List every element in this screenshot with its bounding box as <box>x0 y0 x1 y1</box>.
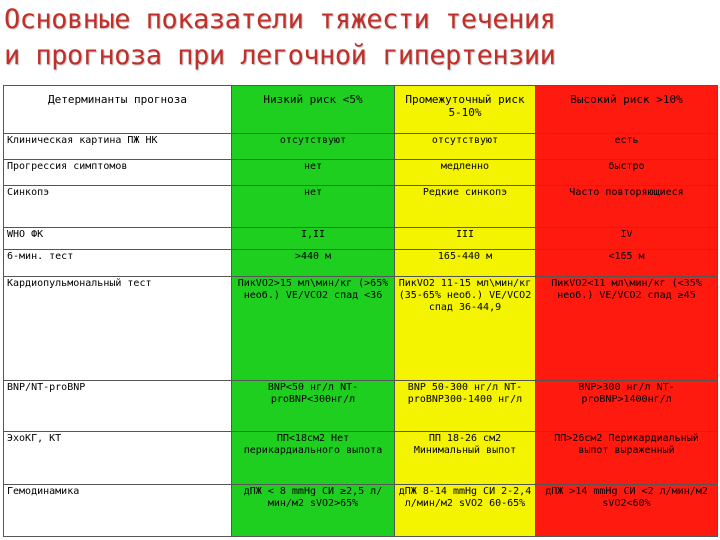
table-row <box>4 160 718 186</box>
cell-mid: медленно <box>395 160 536 186</box>
table-row <box>4 227 718 250</box>
cell-low: ПП<18см2 Нет перикардиального выпота <box>232 432 395 484</box>
risk-table <box>3 85 718 537</box>
cell-low: отсутствуют <box>232 133 395 159</box>
row-label: ЭхоКГ, КТ <box>4 432 232 484</box>
cell-high: BNP>300 нг/л NT-proBNP>1400нг/л <box>536 381 718 432</box>
cell-low: ПикVO2>15 мл\мин/кг (>65% необ.) VE/VCO2 спад <36 <box>232 276 395 381</box>
table-row <box>4 432 718 484</box>
cell-low: I,II <box>232 227 395 250</box>
cell-mid: III <box>395 227 536 250</box>
table-row <box>4 250 718 276</box>
header-low-risk: Низкий риск <5% <box>232 86 395 134</box>
cell-mid: дПЖ 8-14 mmHg СИ 2-2,4 л/мин/м2 sVO2 60-65% <box>395 484 536 536</box>
cell-mid: ПикVO2 11-15 мл\мин/кг (35-65% необ.) VE/VCO2 спад 36-44,9 <box>395 276 536 381</box>
cell-high: ПП>26см2 Перикардиальный выпот выраженный <box>536 432 718 484</box>
row-label: Гемодинамика <box>4 484 232 536</box>
cell-low: дПЖ < 8 mmHg СИ ≥2,5 л/мин/м2 sVO2>65% <box>232 484 395 536</box>
table-row <box>4 381 718 432</box>
header-determinants: Детерминанты прогноза <box>4 86 232 134</box>
cell-mid: 165-440 м <box>395 250 536 276</box>
cell-low: нет <box>232 186 395 227</box>
row-label: Кардиопульмональный тест <box>4 276 232 381</box>
row-label: Клиническая картина ПЖ НК <box>4 133 232 159</box>
cell-high: Часто повторяющиеся <box>536 186 718 227</box>
cell-high: ПикVO2<11 мл\мин/кг (<35% необ.) VE/VCO2 спад ≥45 <box>536 276 718 381</box>
cell-mid: BNP 50-300 нг/л NT-proBNP300-1400 нг/л <box>395 381 536 432</box>
row-label: Прогрессия симптомов <box>4 160 232 186</box>
header-mid-risk: Промежуточный риск 5-10% <box>395 86 536 134</box>
cell-high: <165 м <box>536 250 718 276</box>
title-line-1: Основные показатели тяжести течения <box>4 4 556 35</box>
row-label: WHO ФК <box>4 227 232 250</box>
header-high-risk: Высокий риск >10% <box>536 86 718 134</box>
cell-low: BNP<50 нг/л NT-proBNP<300нг/л <box>232 381 395 432</box>
table-row <box>4 186 718 227</box>
row-label: BNP/NT-proBNP <box>4 381 232 432</box>
table-header-row <box>4 86 718 134</box>
row-label: 6-мин. тест <box>4 250 232 276</box>
table-row <box>4 276 718 381</box>
cell-mid: отсутствуют <box>395 133 536 159</box>
cell-high: есть <box>536 133 718 159</box>
cell-low: >440 м <box>232 250 395 276</box>
cell-low: нет <box>232 160 395 186</box>
cell-high: быстро <box>536 160 718 186</box>
cell-mid: Редкие синкопэ <box>395 186 536 227</box>
table-row <box>4 133 718 159</box>
row-label: Синкопэ <box>4 186 232 227</box>
slide-title <box>4 2 716 74</box>
title-line-2: и прогноза при легочной гипертензии <box>4 40 556 71</box>
cell-high: IV <box>536 227 718 250</box>
table-row <box>4 484 718 536</box>
cell-high: дПЖ >14 mmHg СИ <2 л/мин/м2 sVO2<60% <box>536 484 718 536</box>
cell-mid: ПП 18-26 см2 Минимальный выпот <box>395 432 536 484</box>
